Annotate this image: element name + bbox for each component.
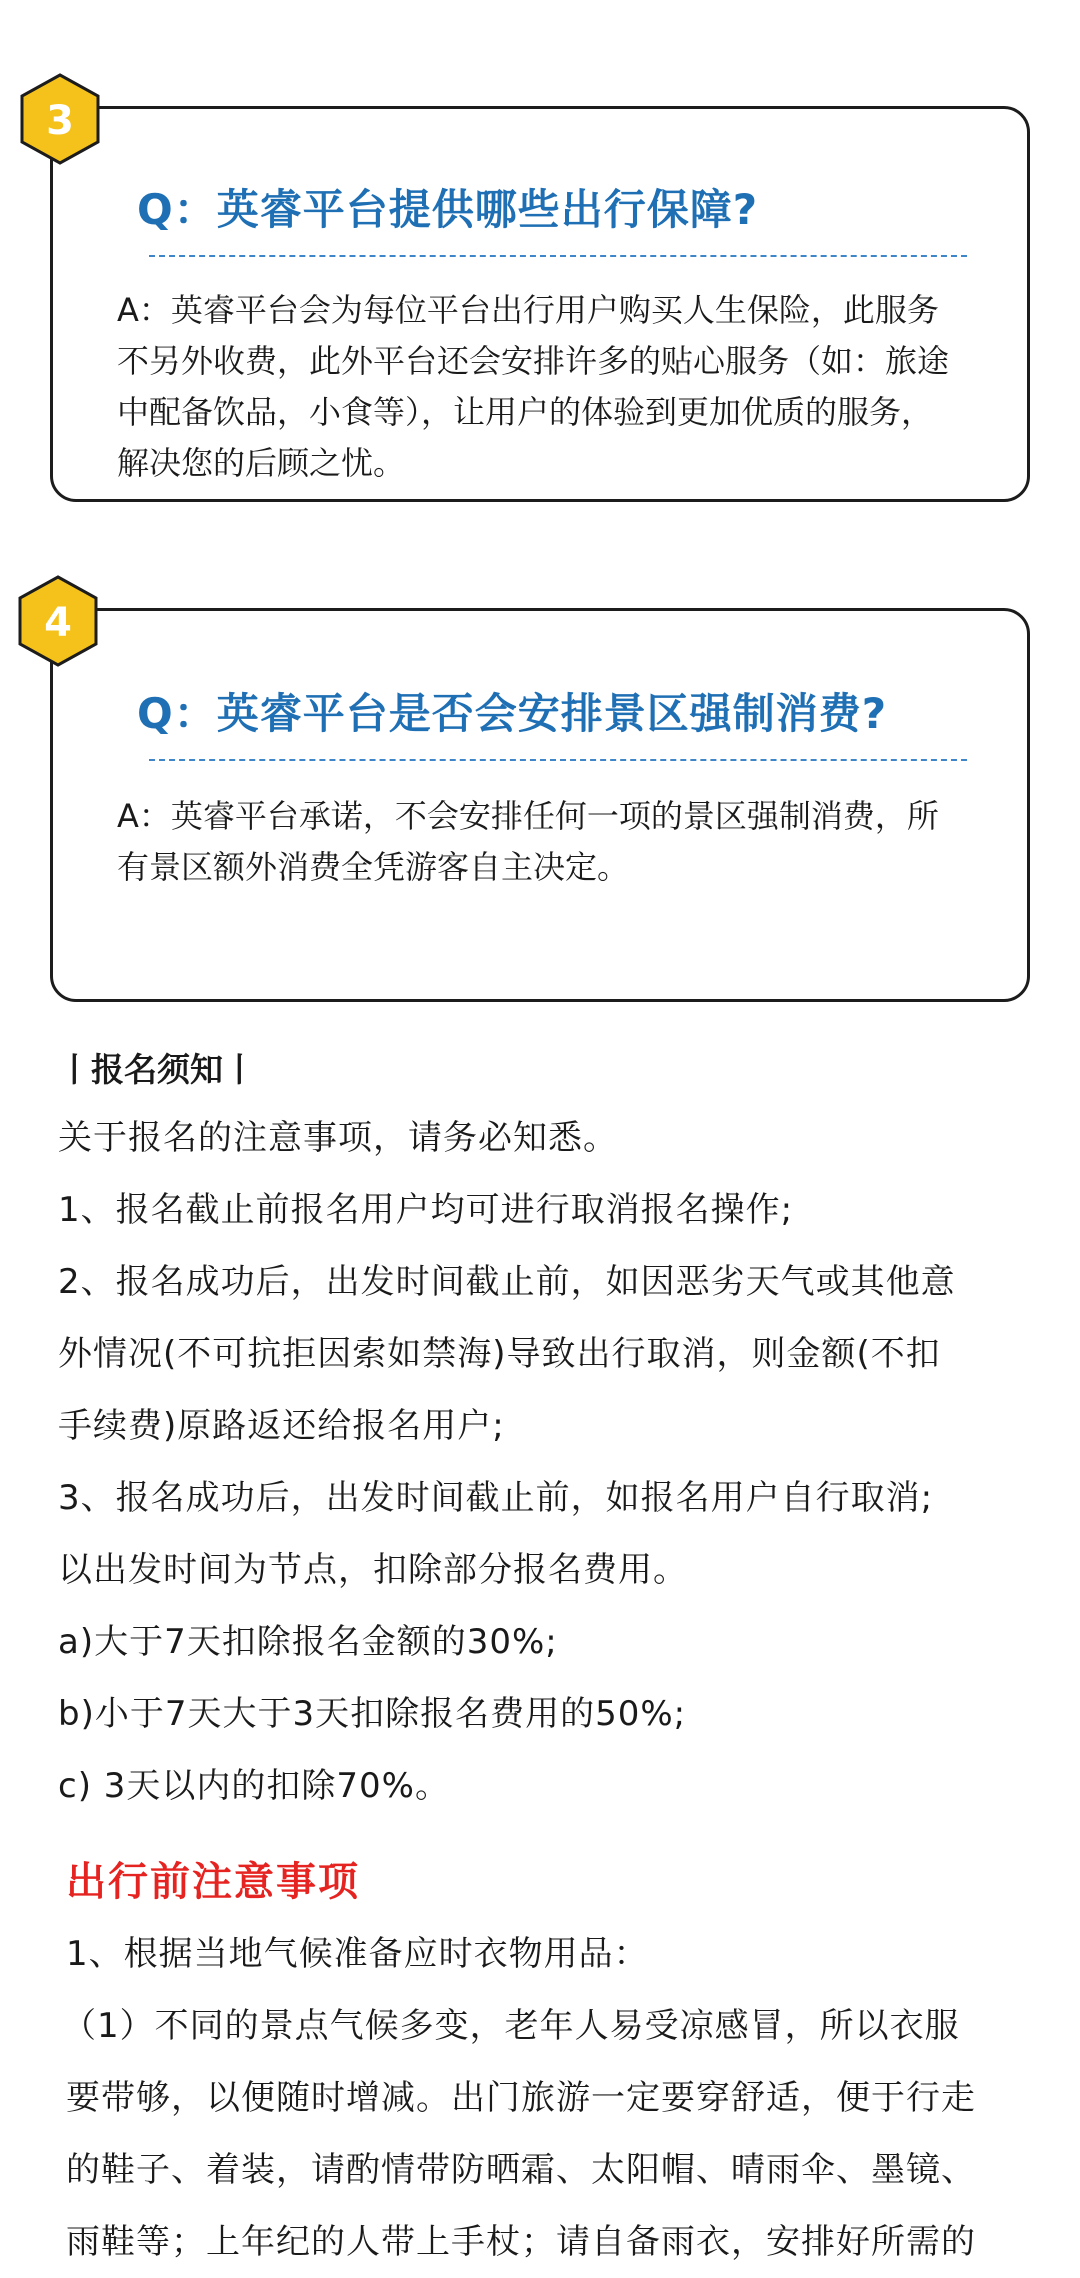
notice-line: 关于报名的注意事项，请务必知悉。	[58, 1118, 618, 1158]
notice-title: 丨报名须知丨	[58, 1050, 256, 1089]
faq-question: Q：英睿平台提供哪些出行保障?	[137, 185, 759, 234]
answer-line: 解决您的后顾之忧。	[117, 444, 406, 482]
notice-line: a)大于7天扣除报名金额的30%;	[58, 1622, 558, 1662]
notice-line: 1、报名截止前报名用户均可进行取消报名操作;	[58, 1190, 794, 1230]
number-badge-icon	[16, 574, 100, 668]
number-badge-icon	[18, 72, 102, 166]
faq-answer	[117, 285, 997, 489]
pre-trip-line: 的鞋子、着装，请酌情带防晒霜、太阳帽、晴雨伞、墨镜、	[66, 2150, 976, 2190]
notice-line: 以出发时间为节点，扣除部分报名费用。	[58, 1550, 688, 1590]
notice-line: b)小于7天大于3天扣除报名费用的50%;	[58, 1694, 687, 1734]
notice-line: 3、报名成功后，出发时间截止前，如报名用户自行取消;	[58, 1478, 934, 1518]
faq-card-4	[50, 608, 1030, 1002]
badge-number: 3	[46, 98, 74, 144]
dashed-divider	[149, 759, 967, 761]
pre-trip-line: 雨鞋等；上年纪的人带上手杖；请自备雨衣，安排好所需的	[66, 2222, 976, 2262]
faq-question: Q：英睿平台是否会安排景区强制消费?	[137, 689, 888, 738]
answer-line: A：英睿平台会为每位平台出行用户购买人生保险，此服务	[117, 291, 939, 329]
badge-number: 4	[44, 600, 72, 646]
pre-trip-line: （1）不同的景点气候多变，老年人易受凉感冒，所以衣服	[62, 2006, 960, 2046]
dashed-divider	[149, 255, 967, 257]
pre-trip-line: 1、根据当地气候准备应时衣物用品：	[66, 1934, 649, 1974]
faq-card-3	[50, 106, 1030, 502]
answer-line: 不另外收费，此外平台还会安排许多的贴心服务（如：旅途	[117, 342, 950, 380]
answer-line: 中配备饮品，小食等），让用户的体验到更加优质的服务，	[117, 393, 934, 431]
notice-line: 外情况(不可抗拒因索如禁海)导致出行取消，则金额(不扣	[58, 1334, 941, 1374]
notice-line: 手续费)原路返还给报名用户;	[58, 1406, 505, 1446]
answer-line: A：英睿平台承诺，不会安排任何一项的景区强制消费，所	[117, 797, 939, 835]
notice-line: c) 3天以内的扣除70%。	[58, 1766, 450, 1806]
pre-trip-line: 要带够，以便随时增减。出门旅游一定要穿舒适，便于行走	[66, 2078, 976, 2118]
notice-line: 2、报名成功后，出发时间截止前，如因恶劣天气或其他意	[58, 1262, 956, 1302]
faq-answer	[117, 791, 997, 893]
pre-trip-title: 出行前注意事项	[66, 1859, 360, 1905]
answer-line: 有景区额外消费全凭游客自主决定。	[117, 848, 630, 886]
